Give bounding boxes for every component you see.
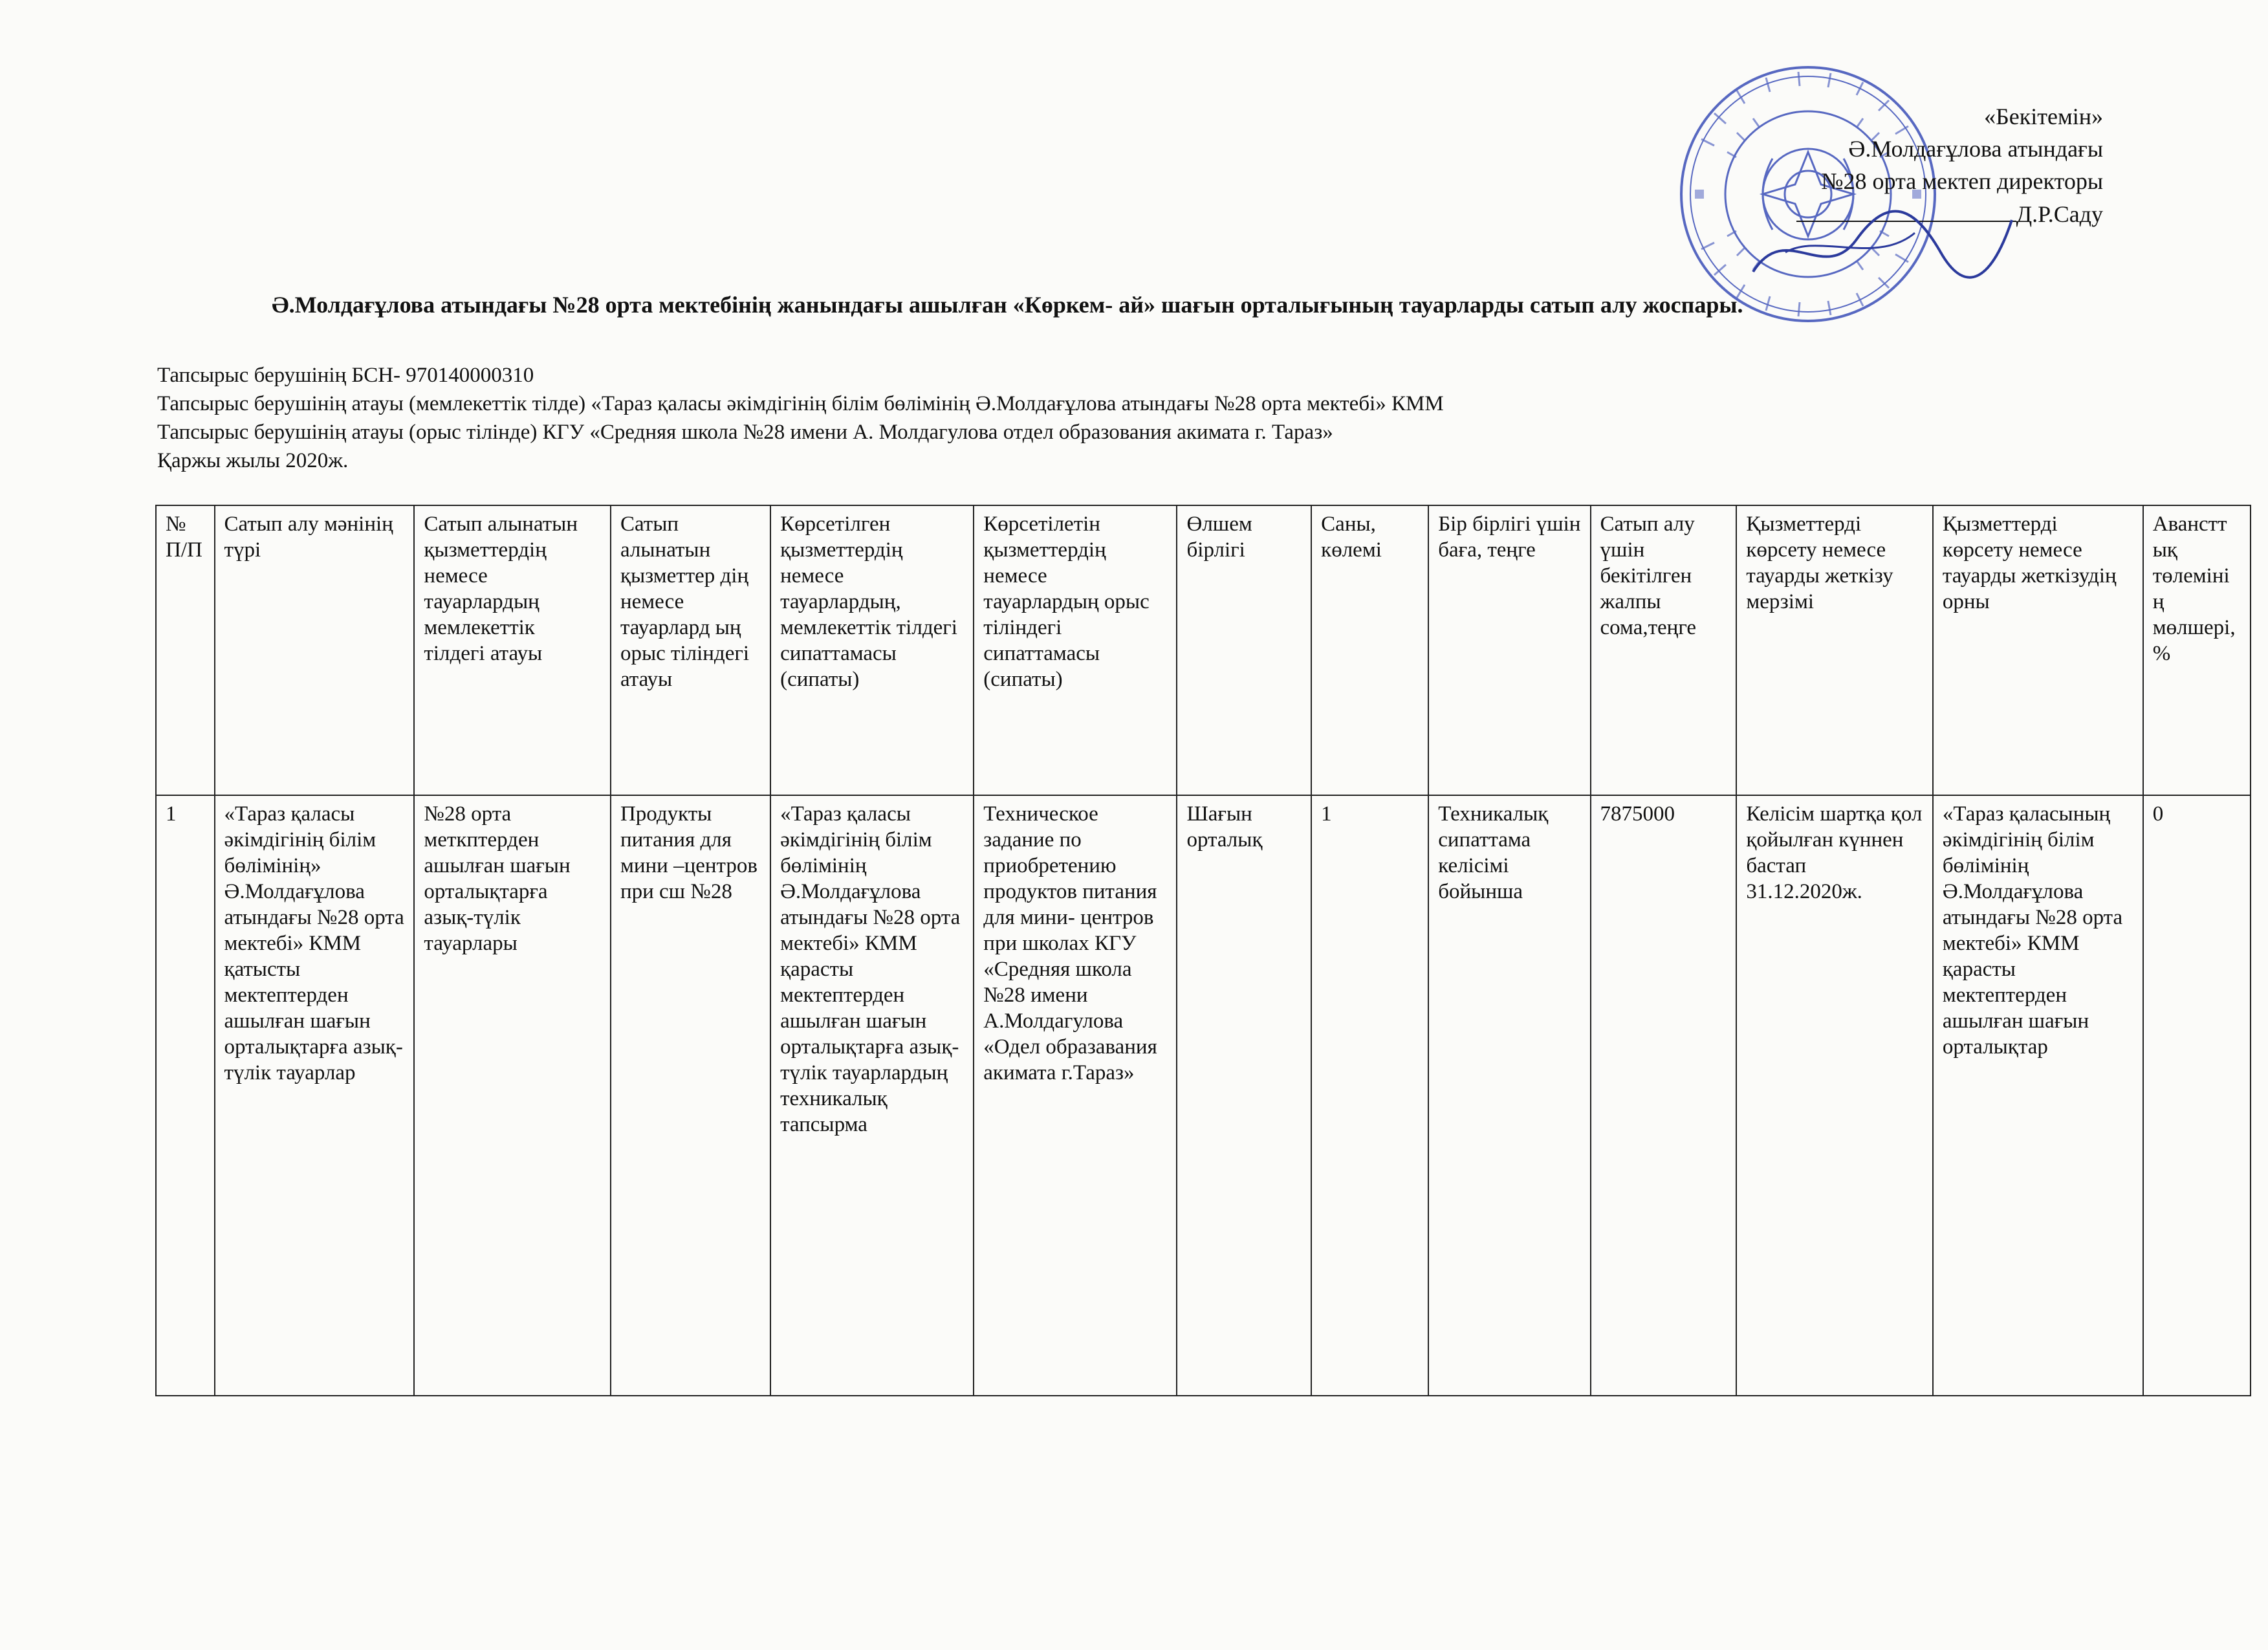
cell-description-ru: Техническое задание по приобретению продуктов питания для мини- центров при школах КГУ «Средняя школа №28 имени А.Молдагулова «Одел образавания акимата г.Тараз» <box>974 795 1177 1396</box>
header-cell: Қызметтерді көрсету немесе тауарды жеткізудің орны <box>1933 505 2143 795</box>
approval-signature-line <box>1796 197 2103 230</box>
procurement-table <box>155 505 2251 1396</box>
cell-name-kz: №28 орта меткптерден ашылған шағын орталықтарға азық-түлік тауарлары <box>414 795 611 1396</box>
table-row <box>156 795 2251 1396</box>
customer-name-ru: Тапсырыс берушінің атауы (орыс тілінде) КГУ «Средняя школа №28 имени А. Молдагулова отдел образования акимата г. Тараз» <box>157 421 1333 444</box>
approval-heading: «Бекітемін» <box>1984 104 2103 129</box>
header-cell: № П/П <box>156 505 215 795</box>
header-cell: Саны, көлемі <box>1311 505 1428 795</box>
cell-delivery-term: Келісім шартқа қол қойылған күннен бастап 31.12.2020ж. <box>1736 795 1933 1396</box>
cell-advance-percent: 0 <box>2143 795 2251 1396</box>
customer-name-kz: Тапсырыс берушінің атауы (мемлекеттік тілде) «Тараз қаласы әкімдігінің білім бөлімінің Ә.Молдағұлова атындағы №28 орта мектебі» КММ <box>157 392 1444 415</box>
table-header-row <box>156 505 2251 795</box>
header-cell: Авансттық төлемінің мөлшері,% <box>2143 505 2251 795</box>
header-cell: Көрсетілетін қызметтердің немесе тауарлардың орыс тіліндегі сипаттамасы (сипаты) <box>974 505 1177 795</box>
header-cell: Сатып алынатын қызметтердің немесе тауарлардың мемлекеттік тілдегі атауы <box>414 505 611 795</box>
approval-block <box>1796 100 2103 230</box>
header-cell: Қызметтерді көрсету немесе тауарды жеткізу мерзімі <box>1736 505 1933 795</box>
header-cell: Бір бірлігі үшін баға, теңге <box>1428 505 1590 795</box>
customer-info <box>157 361 1444 475</box>
header-cell: Өлшем бірлігі <box>1177 505 1311 795</box>
cell-unit: Шағын орталық <box>1177 795 1311 1396</box>
cell-quantity: 1 <box>1311 795 1428 1396</box>
header-cell: Сатып алынатын қызметтер дің немесе тауарлард ың орыс тіліндегі атауы <box>611 505 770 795</box>
cell-unit-price: Техникалық сипаттама келісімі бойынша <box>1428 795 1590 1396</box>
cell-delivery-place: «Тараз қаласының әкімдігінің білім бөлімінің Ә.Молдағұлова атындағы №28 орта мектебі» КММ қарасты мектептерден ашылған шағын орталықтар <box>1933 795 2143 1396</box>
cell-total-amount: 7875000 <box>1591 795 1737 1396</box>
cell-number: 1 <box>156 795 215 1396</box>
customer-bin: Тапсырыс берушінің БСН- 970140000310 <box>157 364 534 387</box>
header-cell: Көрсетілген қызметтердің немесе тауарлардың, мемлекеттік тілдегі сипаттамасы (сипаты) <box>770 505 974 795</box>
header-cell: Сатып алу мәнінің түрі <box>215 505 415 795</box>
cell-name-ru: Продукты питания для мини –центров при сш №28 <box>611 795 770 1396</box>
cell-description-kz: «Тараз қаласы әкімдігінің білім бөлімінің Ә.Молдағұлова атындағы №28 орта мектебі» КММ қарасты мектептерден ашылған шағын орталықтарға азық-түлік тауарлардың техникалық тапсырма <box>770 795 974 1396</box>
header-cell: Сатып алу үшін бекітілген жалпы сома,теңге <box>1591 505 1737 795</box>
cell-procurement-kind: «Тараз қаласы әкімдігінің білім бөлімінің» Ә.Молдағұлова атындағы №28 орта мектебі» КММ қатысты мектептерден ашылған шағын орталықтарға азық-түлік тауарлар <box>215 795 415 1396</box>
fiscal-year: Қаржы жылы 2020ж. <box>157 449 349 472</box>
approval-position-line: №28 орта мектеп директоры <box>1821 168 2103 194</box>
signature-underline <box>1796 197 2016 222</box>
director-name: Д.Р.Саду <box>2016 201 2103 227</box>
document-title: Ә.Молдағұлова атындағы №28 орта мектебінің жанындағы ашылған «Көркем- ай» шағын орталығының тауарларды сатып алу жоспары. <box>272 292 1743 318</box>
approval-school-line: Ә.Молдағұлова атындағы <box>1848 136 2103 162</box>
